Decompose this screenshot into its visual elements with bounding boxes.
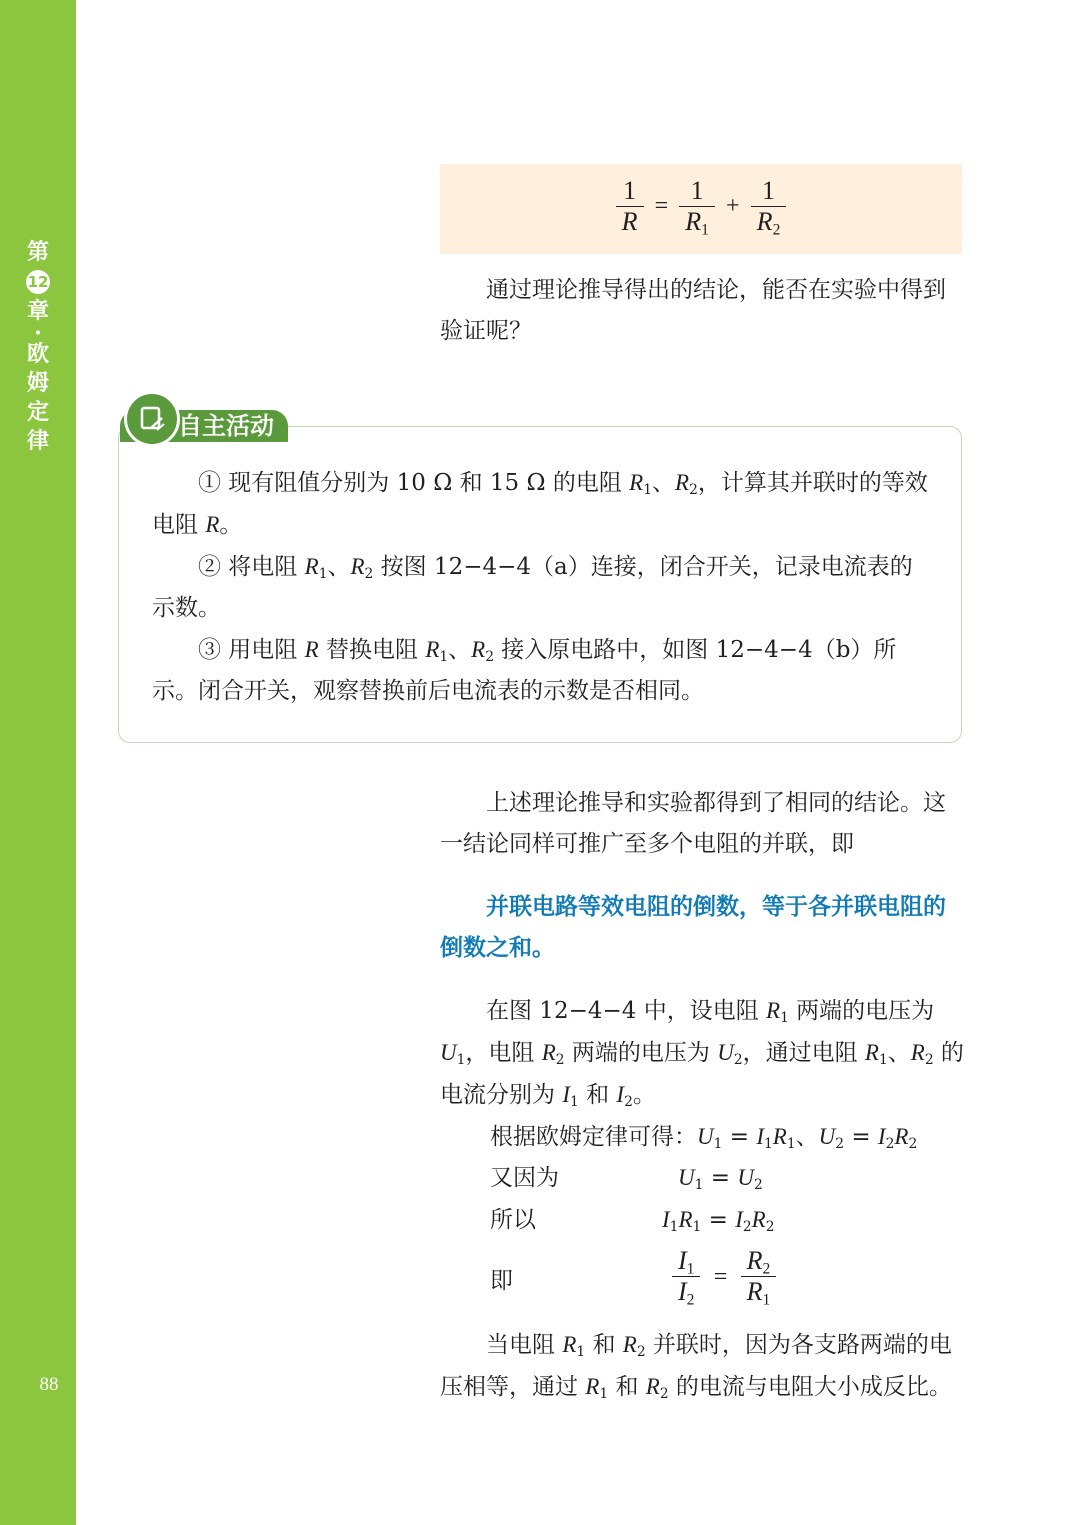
page-number: 88 (39, 1374, 59, 1395)
chapter-separator: · (34, 320, 42, 346)
chapter-title-char: 定 (26, 400, 49, 425)
chapter-title-char: 律 (26, 429, 49, 454)
fraction-r1: $\frac{1}{R_1}$ (679, 176, 715, 237)
chapter-suffix: 章 (26, 299, 49, 324)
inverse-proportion-paragraph: 当电阻 $R_1$ 和 $R_2$ 并联时，因为各支路两端的电压相等，通过 $R_1$ 和 $R_2$ 的电流与电阻大小成反比。 (440, 1332, 952, 1403)
activity-step-2: ② 将电阻 $R_1$、$R_2$ 按图 12−4−4（a）连接，闭合开关，记录电流表的示数。 (152, 554, 913, 621)
chapter-label (0, 238, 76, 456)
chapter-prefix: 第 (26, 240, 49, 265)
current-resistance-equation: $I_1R_1 = I_2R_2$ (662, 1207, 775, 1236)
because-label: 又因为 (490, 1165, 559, 1191)
derivation-intro: 在图 12−4−4 中，设电阻 $R_1$ 两端的电压为 $U_1$，电阻 $R_2$ 两端的电压为 $U_2$，通过电阻 $R_1$、$R_2$ 的电流分别为 $I_1$ 和 $I_2$。 (440, 998, 964, 1111)
formula-box (440, 164, 962, 254)
chapter-sidebar (0, 0, 76, 1525)
fraction-resistance: $\frac{R_2}{R_1}$ (741, 1246, 777, 1307)
equal-voltage-equation: $U_1 = U_2$ (678, 1165, 763, 1194)
thus-label: 即 (490, 1268, 513, 1294)
fraction-current: $\frac{I_1}{I_2}$ (672, 1246, 700, 1307)
chapter-title-char: 欧 (26, 342, 49, 367)
current-ratio-equation: $\frac{I_1}{I_2}$ = $\frac{R_2}{R_1}$ (672, 1246, 776, 1307)
conclusion-paragraph: 上述理论推导和实验都得到了相同的结论。这一结论同样可推广至多个电阻的并联，即 (440, 790, 946, 857)
ohm-law-line: 根据欧姆定律可得：$U_1 = I_1R_1$、$U_2 = I_2R_2$ (490, 1124, 918, 1153)
activity-step-1: ① 现有阻值分别为 10 Ω 和 15 Ω 的电阻 $R_1$、$R_2$，计算其并联时的等效电阻 R。 (152, 470, 928, 538)
chapter-number-badge: 12 (26, 270, 50, 294)
activity-step-3: ③ 用电阻 R 替换电阻 $R_1$、$R_2$ 接入原电路中，如图 12−4−4（b）所示。闭合开关，观察替换前后电流表的示数是否相同。 (152, 637, 897, 704)
chapter-title-char: 姆 (26, 371, 49, 396)
activity-content (152, 462, 932, 712)
fraction-r2: $\frac{1}{R_2}$ (751, 176, 787, 237)
activity-title: 自主活动 (178, 412, 274, 440)
ohm-law-label: 根据欧姆定律可得： (490, 1124, 697, 1150)
question-paragraph: 通过理论推导得出的结论，能否在实验中得到验证呢？ (440, 277, 946, 344)
fraction-lhs: $\frac{1}{R}$ (616, 176, 644, 237)
key-conclusion: 并联电路等效电阻的倒数，等于各并联电阻的倒数之和。 (440, 893, 946, 961)
parallel-resistance-formula: $\frac{1}{R}$ = $\frac{1}{R_1}$ + $\frac{1}{R_2}$ (440, 176, 962, 237)
notebook-icon (124, 391, 180, 447)
so-label: 所以 (490, 1207, 536, 1233)
